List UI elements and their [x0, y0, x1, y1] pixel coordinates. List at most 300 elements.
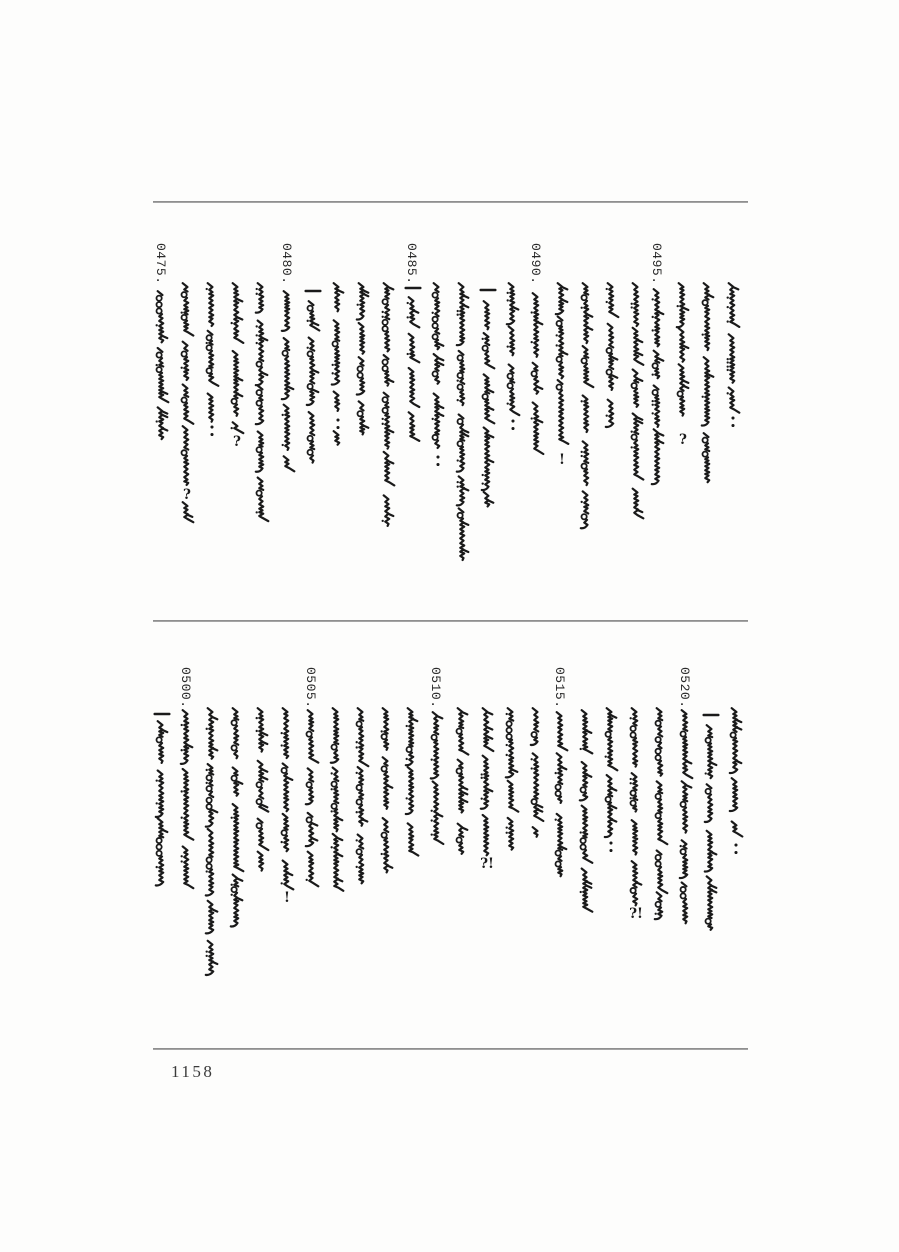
script-bowl-glyph: [332, 744, 337, 749]
script-dot: [580, 748, 582, 750]
script-dot: [506, 744, 508, 746]
script-dot: [381, 853, 383, 855]
script-bowl-glyph: [582, 295, 587, 300]
script-bowl-glyph: [653, 390, 658, 395]
script-dot: [206, 288, 208, 290]
script-dot: [652, 404, 654, 406]
script-dot: [281, 732, 283, 734]
script-dot: [705, 772, 707, 774]
script-dot: [556, 344, 558, 346]
script-bowl-glyph: [157, 352, 162, 357]
script-dot: [727, 361, 729, 363]
script-dot: [581, 455, 583, 457]
script-dot: [481, 773, 483, 775]
script-bowl-glyph: [207, 368, 212, 373]
verse-line-strokes: [507, 283, 520, 415]
script-dot: [605, 756, 607, 758]
script-bowl-glyph: [157, 851, 162, 856]
verse-line-column: [206, 708, 218, 975]
script-bowl-glyph: [507, 734, 512, 739]
script-bowl-glyph: [383, 366, 388, 371]
script-bowl-glyph: [581, 838, 586, 843]
script-bowl-glyph: [731, 732, 736, 737]
script-bowl-glyph: [507, 721, 512, 726]
script-bowl-glyph: [457, 768, 462, 773]
punctuation-mark: ?!: [629, 906, 643, 922]
script-bowl-glyph: [632, 434, 637, 439]
script-dot: [407, 302, 409, 304]
script-bowl-glyph: [433, 435, 438, 440]
script-bowl-glyph: [357, 799, 362, 804]
script-bowl-glyph: [207, 857, 212, 862]
script-bowl-glyph: [581, 787, 586, 792]
script-dot: [256, 334, 258, 336]
script-bowl-glyph: [706, 919, 711, 924]
colon-dot-upper: [731, 416, 734, 419]
dialogue-dash: [154, 713, 171, 716]
script-dot: [531, 417, 533, 419]
script-dot: [631, 446, 633, 448]
script-bowl-glyph: [182, 351, 187, 356]
script-dot: [482, 338, 484, 340]
script-dot: [727, 320, 729, 322]
script-bowl-glyph: [433, 317, 438, 322]
script-bowl-glyph: [556, 861, 561, 866]
script-bowl-glyph: [607, 370, 612, 375]
script-dot: [181, 860, 183, 862]
script-bowl-glyph: [232, 720, 237, 725]
script-bowl-glyph: [582, 514, 587, 519]
script-bowl-glyph: [681, 893, 686, 898]
verse-line-number: 0500.: [178, 667, 193, 709]
verse-line-column: [480, 289, 497, 507]
script-dot: [727, 392, 729, 394]
script-dot: [727, 296, 729, 298]
script-dot: [256, 717, 258, 719]
verse-line-column: [432, 283, 444, 466]
script-bowl-glyph: [433, 371, 438, 376]
verse-line-strokes: [431, 712, 444, 844]
script-bowl-glyph: [656, 861, 661, 866]
script-bowl-glyph: [631, 790, 636, 795]
script-dot: [457, 314, 459, 316]
verse-line-column: [331, 708, 344, 891]
colon-dot-lower: [210, 433, 213, 436]
script-bowl-glyph: [507, 728, 512, 733]
verse-line-number: 0480.: [279, 243, 294, 285]
script-dot: [256, 511, 258, 513]
script-bowl-glyph: [556, 785, 561, 790]
script-dot: [727, 366, 729, 368]
script-dot: [206, 769, 208, 771]
verse-line-column: [303, 667, 318, 886]
script-bowl-glyph: [157, 296, 162, 301]
script-dot: [431, 833, 433, 835]
verse-line-column: [206, 283, 219, 436]
script-bowl-glyph: [257, 362, 262, 367]
script-bowl-glyph: [308, 306, 313, 311]
script-dot: [431, 819, 433, 821]
verse-line-column: [231, 708, 244, 926]
script-bowl-glyph: [483, 394, 488, 399]
verse-line-column: [356, 708, 369, 883]
verse-line-column: [703, 714, 720, 930]
verse-line-strokes: [556, 283, 569, 444]
script-dot: [652, 400, 654, 402]
script-dot: [181, 749, 183, 751]
colon-dot-lower: [436, 463, 439, 466]
verse-line-column: [457, 283, 469, 560]
script-bowl-glyph: [582, 464, 587, 469]
script-bowl-glyph: [207, 798, 212, 803]
script-bowl-glyph: [556, 850, 561, 855]
script-dot: [306, 879, 308, 881]
verse-line-column: [256, 283, 269, 521]
script-bowl-glyph: [308, 436, 313, 441]
script-dot: [507, 403, 509, 405]
script-dot: [382, 418, 384, 420]
script-bowl-glyph: [681, 849, 686, 854]
script-bowl-glyph: [656, 737, 661, 742]
script-dot: [307, 347, 309, 349]
script-dot: [652, 373, 654, 375]
colon-dot-upper: [609, 841, 612, 844]
script-bowl-glyph: [332, 781, 337, 786]
script-dot: [507, 299, 509, 301]
script-bowl-glyph: [358, 411, 363, 416]
verse-line-column: [702, 283, 714, 482]
script-bowl-glyph: [382, 833, 387, 838]
script-bowl-glyph: [631, 732, 636, 737]
script-bowl-glyph: [407, 747, 412, 752]
verse-line-strokes: [458, 708, 469, 854]
verse-line-column: [256, 708, 269, 870]
verse-line-column: [556, 283, 569, 468]
script-dot: [356, 741, 358, 743]
verse-line-strokes: [383, 708, 393, 872]
script-bowl-glyph: [157, 844, 162, 849]
script-bowl-glyph: [656, 749, 661, 754]
script-dot: [281, 841, 283, 843]
script-bowl-glyph: [458, 441, 463, 446]
script-dot: [357, 304, 359, 306]
verse-line-column: [631, 283, 644, 518]
script-dot: [727, 358, 729, 360]
script-bowl-glyph: [382, 734, 387, 739]
script-dot: [630, 797, 632, 799]
script-bowl-glyph: [556, 791, 561, 796]
verse-line-strokes: [409, 297, 420, 441]
script-dot: [356, 746, 358, 748]
script-dot: [181, 790, 183, 792]
script-dot: [231, 322, 233, 324]
page-number: 1158: [171, 1062, 215, 1081]
script-dot: [206, 950, 208, 952]
script-dot: [531, 767, 533, 769]
script-bowl-glyph: [207, 345, 212, 350]
script-dot: [680, 845, 682, 847]
verse-line-column: [480, 708, 494, 872]
script-dot: [531, 758, 533, 760]
script-dot: [457, 481, 459, 483]
script-bowl-glyph: [681, 731, 686, 736]
verse-line-column: [580, 710, 593, 912]
script-bowl-glyph: [207, 786, 212, 791]
verse-line-strokes: [283, 708, 294, 889]
script-dot: [652, 412, 654, 414]
script-dot: [457, 399, 459, 401]
script-bowl-glyph: [557, 321, 562, 326]
script-dot: [206, 728, 208, 730]
punctuation-mark: !: [284, 890, 290, 906]
script-bowl-glyph: [383, 408, 388, 413]
verse-line-column: [457, 708, 469, 854]
script-bowl-glyph: [703, 452, 708, 457]
script-dot: [531, 341, 533, 343]
colon-dot-lower: [734, 851, 737, 854]
script-bowl-glyph: [383, 359, 388, 364]
script-dot: [652, 316, 654, 318]
script-dot: [457, 310, 459, 312]
verse-line-column: [528, 243, 543, 454]
script-dot: [580, 831, 582, 833]
script-bowl-glyph: [703, 300, 708, 305]
script-dot: [206, 342, 208, 344]
script-dot: [156, 420, 158, 422]
verse-line-column: [730, 708, 743, 854]
verse-line-strokes: [580, 710, 593, 912]
script-dot: [431, 810, 433, 812]
script-dot: [432, 312, 434, 314]
verse-line-strokes: [581, 283, 594, 528]
script-dot: [407, 353, 409, 355]
script-dot: [555, 819, 557, 821]
script-bowl-glyph: [257, 401, 262, 406]
script-bowl-glyph: [678, 391, 683, 396]
script-bowl-glyph: [232, 776, 237, 781]
script-dot: [382, 316, 384, 318]
script-bowl-glyph: [653, 363, 658, 368]
script-bowl-glyph: [656, 855, 661, 860]
script-dot: [457, 459, 459, 461]
script-bowl-glyph: [681, 887, 686, 892]
script-bowl-glyph: [257, 447, 262, 452]
script-bowl-glyph: [257, 390, 262, 395]
verse-line-strokes: [258, 708, 269, 870]
script-dot: [630, 778, 632, 780]
colon-dot-upper: [210, 425, 213, 428]
verse-line-column: [507, 283, 520, 430]
script-dot: [382, 520, 384, 522]
verse-line-strokes: [730, 708, 743, 836]
script-bowl-glyph: [656, 813, 661, 818]
script-bowl-glyph: [458, 373, 463, 378]
verse-line-number: 0475.: [153, 243, 168, 285]
script-dot: [606, 301, 608, 303]
verse-line-column: [332, 283, 344, 445]
script-dot: [281, 744, 283, 746]
script-bowl-glyph: [283, 351, 288, 356]
script-bowl-glyph: [706, 738, 711, 743]
verse-line-column: [428, 667, 443, 844]
script-bowl-glyph: [257, 823, 262, 828]
script-bowl-glyph: [157, 838, 162, 843]
script-dot: [156, 802, 158, 804]
script-bowl-glyph: [282, 768, 287, 773]
script-dot: [406, 797, 408, 799]
script-bowl-glyph: [232, 745, 237, 750]
script-bowl-glyph: [457, 837, 462, 842]
script-dot: [356, 866, 358, 868]
punctuation-mark: ?: [233, 434, 241, 450]
colon-dot-lower: [731, 424, 734, 427]
script-bowl-glyph: [383, 397, 388, 402]
script-bowl-glyph: [207, 775, 212, 780]
script-dot: [206, 870, 208, 872]
script-bowl-glyph: [207, 804, 212, 809]
script-dot: [156, 866, 158, 868]
script-dot: [581, 307, 583, 309]
verse-line-column: [382, 283, 395, 526]
script-bowl-glyph: [383, 320, 388, 325]
script-bowl-glyph: [656, 902, 661, 907]
verse-line-strokes: [206, 708, 218, 975]
script-dot: [652, 298, 654, 300]
script-bowl-glyph: [631, 888, 636, 893]
script-bowl-glyph: [656, 755, 661, 760]
script-dot: [727, 369, 729, 371]
script-bowl-glyph: [433, 292, 438, 297]
script-bowl-glyph: [631, 800, 636, 805]
script-bowl-glyph: [157, 367, 162, 372]
script-bowl-glyph: [157, 302, 162, 307]
verse-line-strokes: [606, 283, 619, 427]
script-bowl-glyph: [382, 766, 387, 771]
script-dot: [630, 782, 632, 784]
script-bowl-glyph: [182, 397, 187, 402]
script-bowl-glyph: [458, 355, 463, 360]
script-dot: [630, 717, 632, 719]
script-dot: [481, 798, 483, 800]
verse-line-column: [629, 708, 643, 922]
dialogue-dash: [703, 714, 720, 717]
script-bowl-glyph: [357, 849, 362, 854]
script-dot: [702, 396, 704, 398]
script-bowl-glyph: [307, 817, 312, 822]
script-dot: [702, 334, 704, 336]
script-dot: [156, 364, 158, 366]
verse-line-number: 0485.: [404, 243, 419, 285]
script-bowl-glyph: [357, 721, 362, 726]
script-bowl-glyph: [358, 373, 363, 378]
verse-line-strokes: [557, 712, 568, 876]
verse-line-strokes: [331, 708, 344, 891]
verse-line-strokes: [533, 293, 544, 454]
script-dot: [356, 772, 358, 774]
script-dot: [555, 772, 557, 774]
script-bowl-glyph: [508, 373, 513, 378]
verse-line-number: 0515.: [552, 667, 567, 709]
verse-line-column: [281, 708, 294, 906]
script-dot: [406, 758, 408, 760]
script-dot: [677, 305, 679, 307]
script-dot: [332, 364, 334, 366]
verse-line-column: [552, 667, 567, 876]
colon-dot-upper: [734, 843, 737, 846]
verse-line-column: [357, 283, 369, 434]
script-bowl-glyph: [703, 438, 708, 443]
script-bowl-glyph: [557, 357, 562, 362]
verse-line-strokes: [233, 283, 244, 433]
script-dot: [332, 372, 334, 374]
script-dot: [382, 423, 384, 425]
script-bowl-glyph: [207, 864, 212, 869]
verse-line-column: [649, 243, 664, 484]
script-dot: [727, 306, 729, 308]
verse-line-column: [406, 708, 419, 855]
script-dot: [431, 759, 433, 761]
script-bowl-glyph: [332, 804, 337, 809]
script-dot: [307, 320, 309, 322]
script-bowl-glyph: [433, 323, 438, 328]
verse-line-strokes: [633, 283, 644, 518]
script-dot: [506, 713, 508, 715]
colon-dot-upper: [436, 455, 439, 458]
verse-line-column: [506, 708, 519, 849]
script-bowl-glyph: [706, 789, 711, 794]
script-bowl-glyph: [257, 782, 262, 787]
section-rule: [153, 620, 748, 622]
script-bowl-glyph: [656, 721, 661, 726]
script-dot: [506, 832, 508, 834]
script-bowl-glyph: [606, 732, 611, 737]
verse-line-column: [381, 708, 393, 872]
script-dot: [482, 474, 484, 476]
script-bowl-glyph: [582, 358, 587, 363]
dialogue-dash: [480, 289, 497, 292]
verse-line-column: [605, 708, 618, 852]
script-bowl-glyph: [182, 292, 187, 297]
script-dot: [406, 725, 408, 727]
script-dot: [631, 303, 633, 305]
script-bowl-glyph: [232, 399, 237, 404]
verse-line-column: [677, 283, 689, 448]
section-rule: [153, 1048, 748, 1050]
colon-dot-upper: [336, 418, 339, 421]
script-bowl-glyph: [607, 348, 612, 353]
verse-line-column: [727, 283, 740, 427]
verse-line-column: [181, 283, 194, 522]
script-dot: [156, 779, 158, 781]
verse-line-number: 0510.: [428, 667, 443, 709]
verse-line-strokes: [208, 283, 219, 422]
script-dot: [231, 427, 233, 429]
script-bowl-glyph: [557, 385, 562, 390]
script-bowl-glyph: [432, 735, 437, 740]
script-dot: [606, 415, 608, 417]
script-bowl-glyph: [457, 729, 462, 734]
verse-line-column: [677, 667, 692, 923]
verse-line-strokes: [729, 283, 740, 413]
script-dot: [206, 782, 208, 784]
script-bowl-glyph: [458, 384, 463, 389]
section-rule: [153, 201, 748, 203]
punctuation-mark: ?!: [480, 856, 494, 872]
script-dot: [181, 855, 183, 857]
verse-line-column: [154, 713, 171, 886]
punctuation-mark: !: [559, 452, 565, 468]
script-dot: [457, 486, 459, 488]
